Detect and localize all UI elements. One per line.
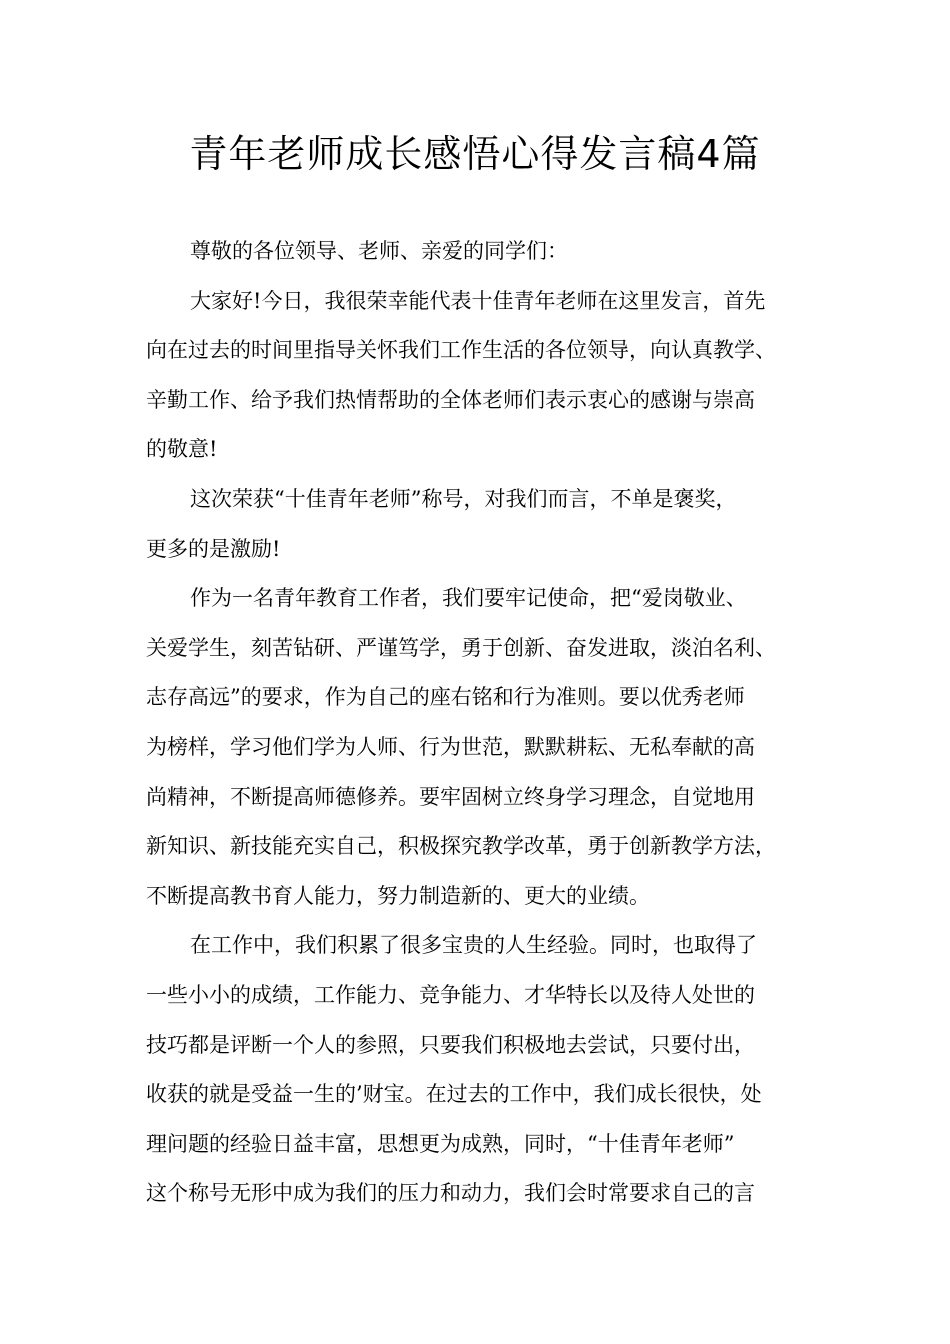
text-line: 向在过去的时间里指导关怀我们工作生活的各位领导，向认真教学、	[146, 338, 776, 363]
text-line: 这个称号无形中成为我们的压力和动力，我们会时常要求自己的言	[146, 1181, 755, 1206]
text-line: 辛勤工作、给予我们热情帮助的全体老师们表示衷心的感谢与崇高	[146, 387, 755, 412]
text-line: 的敬意!	[146, 437, 218, 462]
text-line: 志存高远”的要求，作为自己的座右铭和行为准则。要以优秀老师	[146, 685, 745, 710]
text-line: 关爱学生，刻苦钻研、严谨笃学，勇于创新、奋发进取，淡泊名利、	[146, 635, 776, 660]
text-line: 收获的就是受益一生的’财宝。在过去的工作中，我们成长很快，处	[146, 1082, 762, 1107]
text-line: 理问题的经验日益丰富，思想更为成熟，同时，“十佳青年老师”	[146, 1131, 735, 1156]
text-line: 为榜样，学习他们学为人师、行为世范，默默耕耘、无私奉献的高	[146, 734, 755, 759]
text-line: 这次荣获“十佳青年老师”称号，对我们而言，不单是褒奖，	[190, 486, 737, 511]
document-body	[146, 232, 810, 1224]
text-line: 一些小小的成绩，工作能力、竞争能力、才华特长以及待人处世的	[146, 982, 755, 1007]
text-line: 技巧都是评断一个人的参照，只要我们积极地去尝试，只要付出，	[146, 1032, 755, 1057]
text-line: 大家好!今日，我很荣幸能代表十佳青年老师在这里发言，首先	[190, 288, 766, 313]
text-line: 在工作中，我们积累了很多宝贵的人生经验。同时，也取得了	[190, 933, 757, 958]
text-line: 作为一名青年教育工作者，我们要牢记使命，把“爱岗敬业、	[190, 586, 747, 611]
document-title: 青年老师成长感悟心得发言稿4篇	[189, 132, 761, 176]
text-line: 不断提高教书育人能力，努力制造新的、更大的业绩。	[146, 883, 650, 908]
text-line: 更多的是激励!	[146, 536, 281, 561]
text-line: 尚精神，不断提高师德修养。要牢固树立终身学习理念，自觉地用	[146, 784, 755, 809]
text-line: 尊敬的各位领导、老师、亲爱的同学们：	[190, 239, 568, 263]
text-line: 新知识、新技能充实自己，积极探究教学改革，勇于创新教学方法，	[146, 834, 776, 859]
